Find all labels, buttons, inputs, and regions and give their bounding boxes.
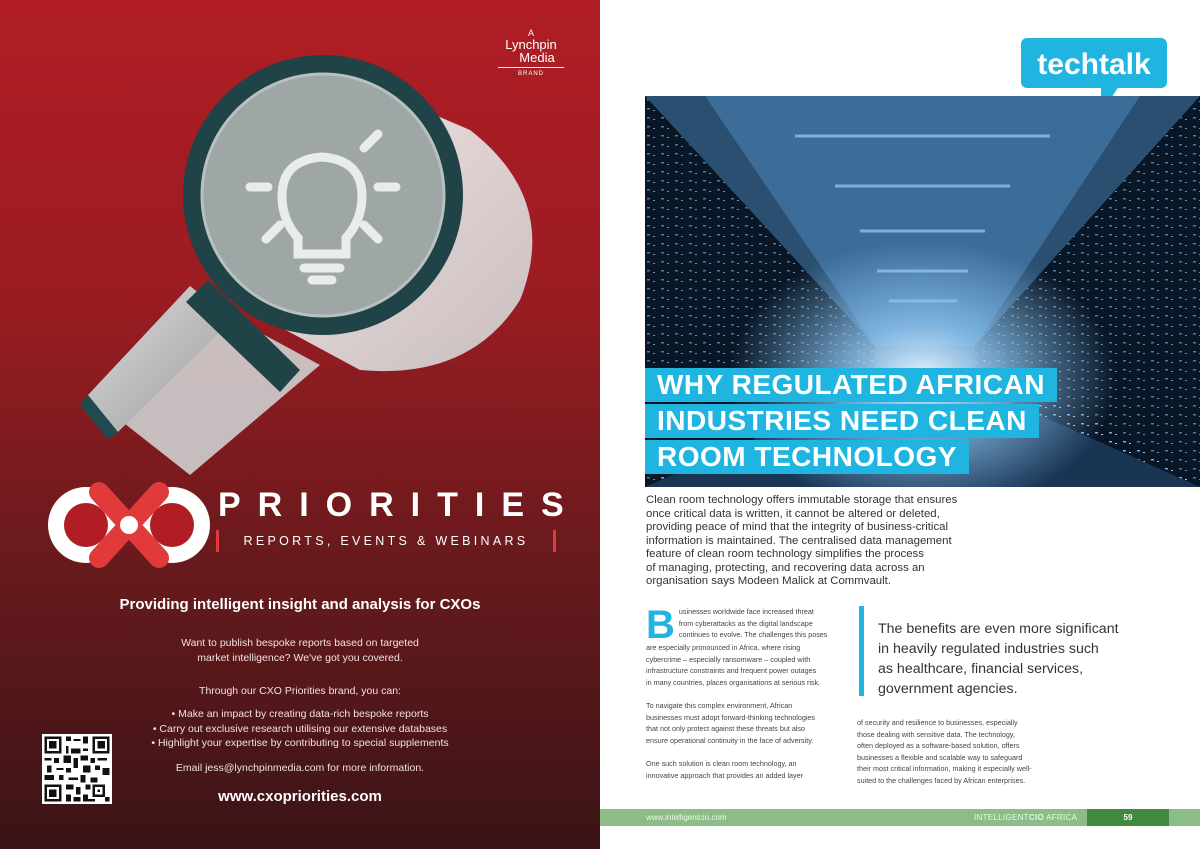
- lynchpin-media-brand-logo: A Lynchpin Media BRAND: [496, 28, 566, 77]
- pull-quote: The benefits are even more significant in heavily regulated industries such as healthcare, financial services, government agencies.: [859, 606, 1179, 696]
- article-page: [600, 0, 1200, 849]
- page-footer: [600, 809, 1200, 826]
- magnifying-glass-lightbulb-icon: [0, 0, 600, 500]
- article-column-2: of security and resilience to businesses, especially those dealing with sensitive data. The technology, often deployed as a software-based solution, offers businesses a flexible and scalable way to safeguard their most critical information, making it especially well- suited to the challenges faced by African enterprises.: [857, 718, 1032, 785]
- footer-magazine-name: INTELLIGENTCIO AFRICA: [974, 813, 1078, 822]
- article-column-1: [646, 603, 844, 793]
- article-title-line-3: ROOM TECHNOLOGY: [645, 440, 969, 474]
- ad-email-line: Email jess@lynchpinmedia.com for more information.: [175, 762, 425, 774]
- article-title-line-1: WHY REGULATED AFRICAN: [645, 368, 1057, 402]
- footer-website-link[interactable]: www.intelligentcio.com: [646, 813, 727, 822]
- ad-website-link[interactable]: www.cxopriorities.com: [218, 788, 382, 805]
- page-number: 59: [1087, 809, 1169, 826]
- body-paragraph-1: B usinesses worldwide face increased threat from cyberattacks as the digital landscape continues to evolve. The challenges this poses are especially pronounced in Africa, where rising cybercrime – especially ransomware – coupled with infrastructure constraints and frequent power outages in many countries, places organisations at serious risk.: [646, 603, 828, 687]
- body-paragraph-3: One such solution is clean room technology, an innovative approach that provides an added layer: [646, 758, 804, 780]
- list-item: • Make an impact by creating data-rich bespoke reports: [171, 708, 429, 720]
- ad-paragraph-2: Through our CXO Priorities brand, you can:: [199, 685, 401, 697]
- priorities-tagline: REPORTS, EVENTS & WEBINARS: [216, 530, 556, 552]
- ad-headline: Providing intelligent insight and analysis for CXOs: [119, 596, 481, 613]
- techtalk-badge-text: techtalk: [1037, 48, 1151, 81]
- list-item: • Carry out exclusive research utilising our extensive databases: [152, 722, 448, 735]
- priorities-wordmark: PRIORITIES: [218, 486, 581, 524]
- drop-cap: B: [646, 603, 675, 647]
- cxo-priorities-logo-mark: [44, 480, 214, 570]
- body-paragraph-2: To navigate this complex environment, African businesses must adopt forward-thinking technologies that not only protect against these threats but also ensure operational continuity in the face of adversity.: [646, 700, 816, 745]
- qr-code-icon[interactable]: [42, 734, 112, 804]
- article-title-line-2: INDUSTRIES NEED CLEAN: [645, 404, 1039, 438]
- list-item: • Highlight your expertise by contributing to special supplements: [151, 737, 449, 749]
- article-standfirst: Clean room technology offers immutable storage that ensures once critical data is written, it cannot be altered or deleted, providing peace of mind that the integrity of business-critical information is maintained. The centralised data management feature of clean room technology simplifies the process of managing, protecting, and recovering data across an organisation says Modeen Malick at Commvault.: [646, 494, 958, 587]
- ad-paragraph-1: Want to publish bespoke reports based on targeted market intelligence? We've got you covered.: [181, 637, 419, 664]
